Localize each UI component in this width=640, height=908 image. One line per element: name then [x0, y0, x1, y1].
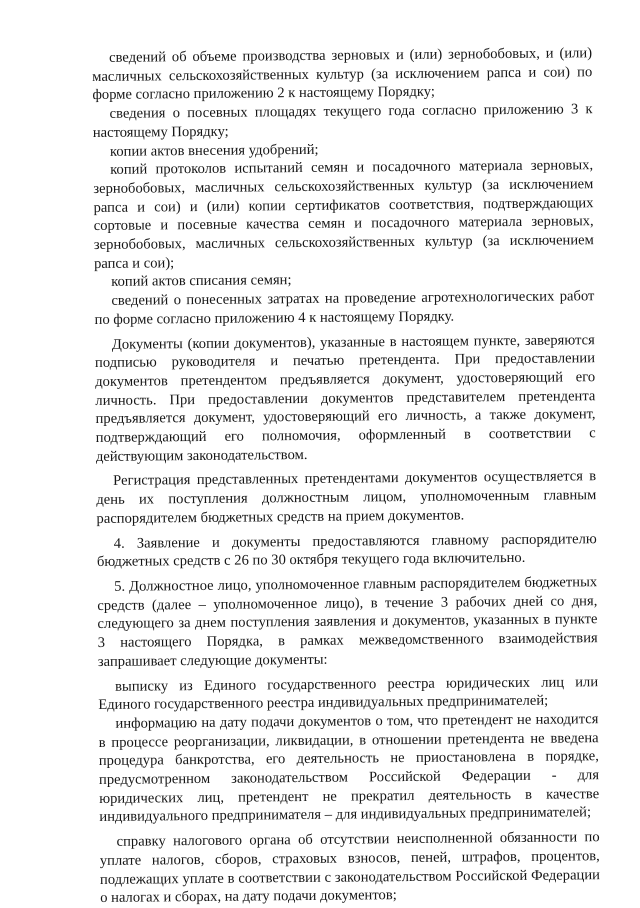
document-body	[92, 44, 600, 908]
paragraph-agrotech-costs: сведений о понесенных затратах на проведение агротехнологических работ по форме согласно приложению 4 к настоящему Порядку.	[94, 288, 595, 328]
paragraph-registration: Регистрация представленных претендентами документов осуществляется в день их поступления должностным лицом, уполномоченным главным распорядителем бюджетных средств на прием документов.	[96, 468, 597, 527]
paragraph-tax-certificate: справку налогового органа об отсутствии неисполненной обязанности по уплате налогов, сборов, страховых взносов, пеней, штрафов, процентов, подлежащих уплате в соответствии с законодательством Российской Федерации о налогах и сборах, на дату подачи документов;	[99, 829, 601, 907]
paragraph-item-4: 4. Заявление и документы предоставляются главному распорядителю бюджетных средств с 26 по 30 октября текущего года включительно.	[96, 530, 597, 571]
paragraph-seed-test-protocols: копий протоколов испытаний семян и посадочного материала зерновых, зернобобовых, масличных сельскохозяйственных культур (за исключением рапса и сои) и (или) копии сертификатов соответствия, подтверждающих сортовые и посевные качества семян и посадочного материала зерновых, зернобобовых, масличных сельскохозяйственных культур (за исключением рапса и сои);	[93, 157, 594, 272]
paragraph-seed-writeoff-acts: копий актов списания семян;	[111, 272, 292, 291]
paragraph-fertilizer-acts: копии актов внесения удобрений;	[109, 141, 319, 160]
paragraph-sown-area-info: сведения о посевных площадях текущего года согласно приложению 3 к настоящему Порядку;	[92, 101, 593, 141]
paragraph-reorganization-info: информацию на дату подачи документов о том, что претендент не находится в процессе реорганизации, ликвидации, в отношении претендента не введена процедура банкротства, его деятельность не приостановлена в порядке, предусмотренном законодательством Российской Федерации - для юридических лиц, претендент не прекратил деятельность в качестве индивидуального предпринимателя – для индивидуальных предпринимателей;	[98, 711, 600, 826]
paragraph-item-5: 5. Должностное лицо, уполномоченное главным распорядителем бюджетных средств (далее – уполномоченное лицо), в течение 3 рабочих дней со дня, следующего за днем поступления заявления и документов, указанных в пункте 3 настоящего Порядка, в рамках межведомственного взаимодействия запрашивает следующие документы:	[97, 574, 598, 670]
paragraph-grain-production-info: сведений об объеме производства зерновых и (или) зернобобовых, и (или) масличных сельскохозяйственных культур (за исключением рапса и сои) по форме согласно приложению 2 к настоящему Порядку;	[92, 45, 593, 104]
paragraph-document-certification: Документы (копии документов), указанные в настоящем пункте, заверяются подписью руководителя и печатью претендента. При предоставлении документов претендентом предъявляется документ, удостоверяющий его личность. При предоставлении документов представителем претендента предъявляется документ, удостоверяющий его личность, а также документ, подтверждающий его полномочия, оформленный в соответствии с действующим законодательством.	[94, 331, 596, 465]
paragraph-registry-extract: выписку из Единого государственного реестра юридических лиц или Единого государственного реестра индивидуальных предпринимателей;	[98, 673, 599, 714]
